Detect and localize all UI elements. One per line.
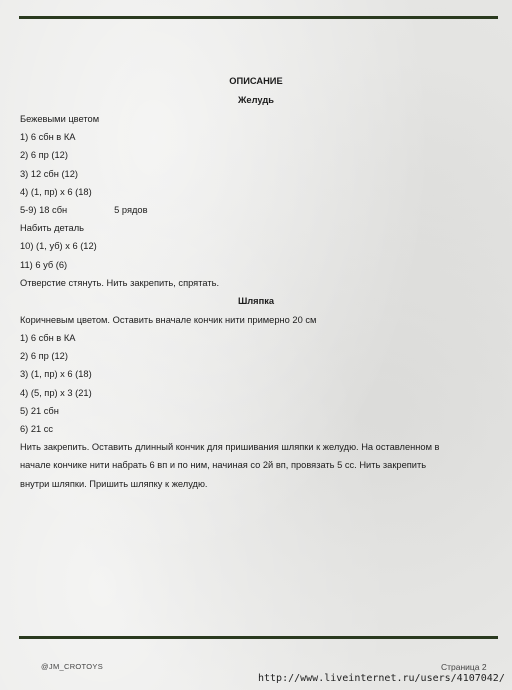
source-watermark: http://www.liveinternet.ru/users/4107042/ bbox=[258, 673, 505, 684]
instruction-line: 1) 6 сбн в КА bbox=[20, 333, 76, 344]
page-title: ОПИСАНИЕ bbox=[229, 76, 283, 86]
instruction-line: 2) 6 пр (12) bbox=[20, 351, 68, 362]
instruction-line: 1) 6 сбн в КА bbox=[20, 132, 76, 143]
instruction-line: 6) 21 сс bbox=[20, 424, 54, 434]
instruction-line: Коричневым цветом. Оставить вначале кончик нити примерно 20 см bbox=[20, 314, 317, 325]
instruction-line: 3) 12 сбн (12) bbox=[20, 168, 78, 179]
instruction-line: внутри шляпки. Пришить шляпку к желудю. bbox=[20, 478, 208, 489]
author-handle: @JM_CROTOYS bbox=[41, 662, 104, 671]
instruction-line-rows bbox=[20, 201, 492, 219]
instruction-line: Нить закрепить. Оставить длинный кончик для пришивания шляпки к желудю. На оставленном в bbox=[20, 442, 440, 453]
instruction-line: Бежевыми цветом bbox=[20, 114, 100, 124]
instruction-line: 11) 6 уб (6) bbox=[20, 259, 68, 270]
instruction-line: 4) (5, пр) х 3 (21) bbox=[20, 387, 92, 398]
description-content bbox=[20, 72, 492, 493]
instruction-line: Отверстие стянуть. Нить закрепить, спрятать. bbox=[20, 277, 220, 288]
instruction-line: 5) 21 сбн bbox=[20, 405, 59, 416]
top-divider bbox=[19, 16, 498, 19]
section-heading-acorn: Желудь bbox=[238, 95, 274, 105]
page-number: Страница 2 bbox=[441, 662, 487, 672]
instruction-line: 4) (1, пр) х 6 (18) bbox=[20, 186, 92, 197]
instruction-text: 5-9) 18 сбн bbox=[20, 204, 68, 215]
instruction-line: Набить деталь bbox=[20, 223, 84, 234]
instruction-line: начале кончике нити набрать 6 вп и по ним, начиная со 2й вп, провязать 5 сс. Нить закрепить bbox=[20, 460, 427, 471]
instruction-line: 3) (1, пр) х 6 (18) bbox=[20, 369, 92, 380]
section-heading-cap: Шляпка bbox=[237, 295, 275, 306]
instruction-line: 2) 6 пр (12) bbox=[20, 150, 68, 161]
rows-note: 5 рядов bbox=[114, 204, 148, 215]
instruction-line: 10) (1, уб) х 6 (12) bbox=[20, 241, 97, 252]
bottom-divider bbox=[19, 636, 498, 639]
